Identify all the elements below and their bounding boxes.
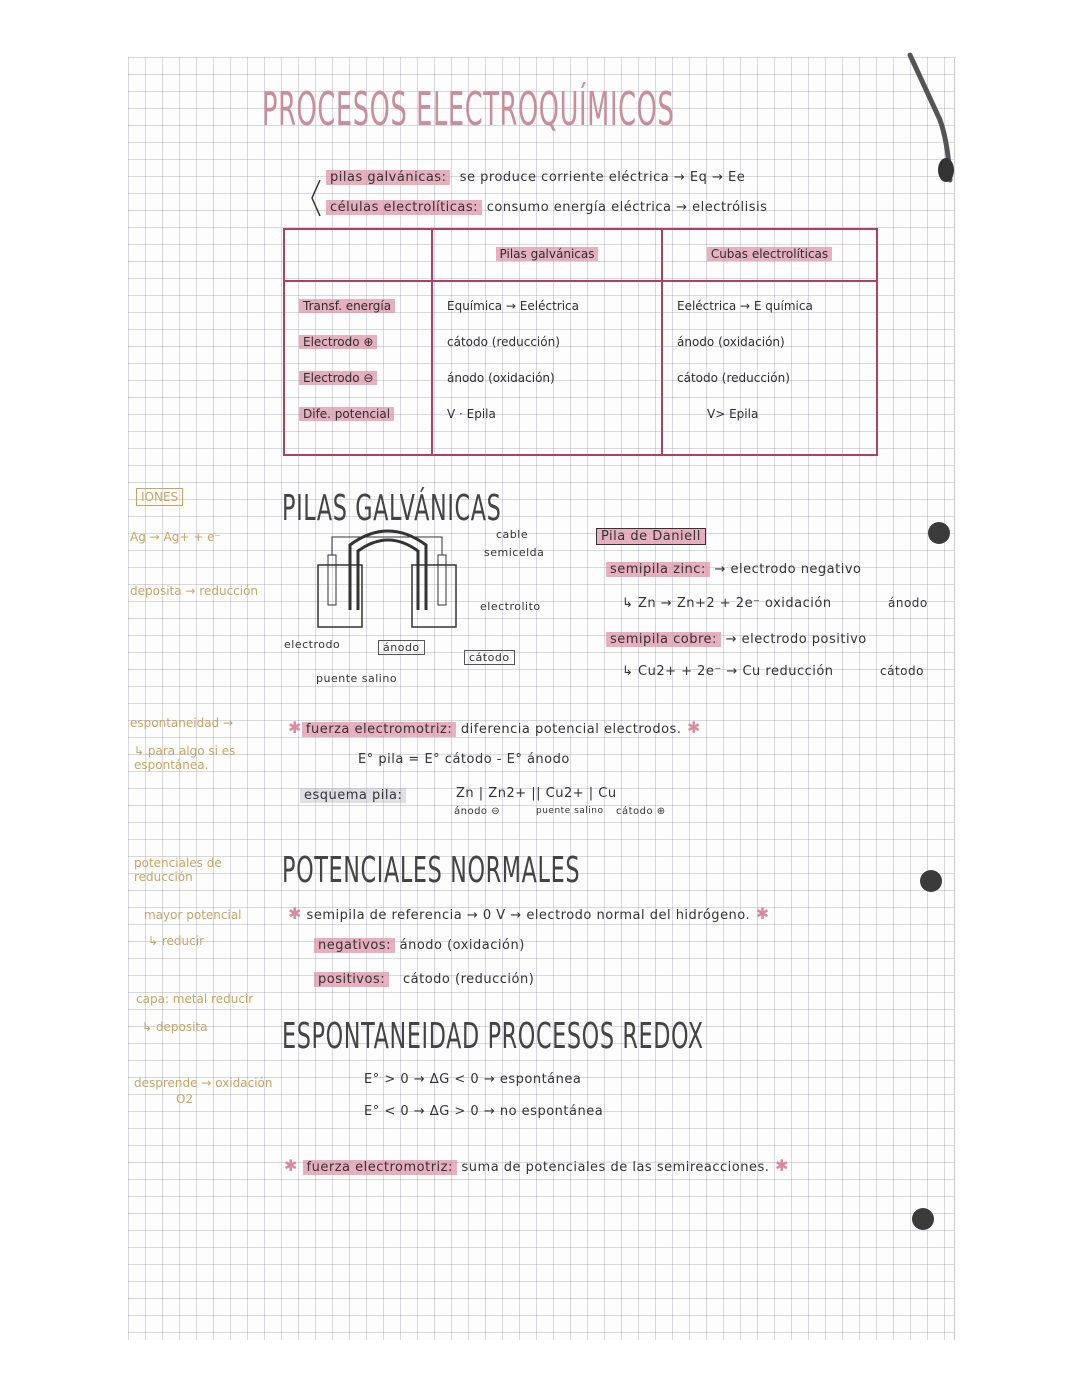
daniell-cobre-role: cátodo [880,664,924,678]
binder-hole [928,522,950,544]
formula: E° pila = E° cátodo - E° ánodo [358,752,570,767]
esquema-anodo: ánodo ⊖ [454,806,501,817]
potenciales-line: ✱ semipila de referencia → 0 V → electrodo normal del hidrógeno. ✱ [288,904,770,923]
espontaneidad-line-1: E° > 0 → ΔG < 0 → espontánea [364,1072,582,1087]
label-electrolito: electrolito [480,600,541,613]
table-header-empty [284,229,432,281]
section-heading-espontaneidad: ESPONTANEIDAD PROCESOS REDOX [282,1016,704,1057]
comparison-table [283,228,878,456]
margin-capa: capa: metal reducir [136,992,254,1006]
label-cable: cable [496,528,529,541]
table-column-pilas: Equímica → Eeléctrica cátodo (reducción) ánodo (oxidación) V · Epila [432,281,662,455]
espontaneidad-fem: ✱ fuerza electromotriz: suma de potenciales de las semireacciones. ✱ [284,1156,789,1175]
fem-line: ✱ fuerza electromotriz: diferencia potencial electrodos. ✱ [288,718,701,737]
daniell-zinc: semipila zinc: → electrodo negativo [606,562,862,577]
section-heading-pilas: PILAS GALVÁNICAS [282,488,502,529]
daniell-cobre: semipila cobre: → electrodo positivo [606,632,867,647]
page-title: PROCESOS ELECTROQUÍMICOS [262,82,675,136]
esquema-catodo: cátodo ⊕ [616,806,666,817]
margin-potenciales: potenciales de reducción [134,856,222,884]
esquema-key: esquema pila: [300,788,406,803]
margin-iones: IONES [136,488,183,506]
label-anodo: ánodo [378,640,425,655]
table-header: Cubas electrolíticas [662,229,877,281]
potenciales-pos: positivos: cátodo (reducción) [314,972,534,987]
pen [900,50,960,190]
table-column-cubas: Eeléctrica → E química ánodo (oxidación) cátodo (reducción) V> Epila [662,281,877,455]
margin-o2: O2 [176,1092,194,1106]
table-header: Pilas galvánicas [432,229,662,281]
daniell-title: Pila de Daniell [596,528,706,545]
daniell-cobre-reaction: ↳ Cu2+ + 2e⁻ → Cu reducción [622,664,834,679]
label-puente: puente salino [316,672,398,685]
margin-espontaneidad: espontaneidad → [130,716,234,730]
label-catodo: cátodo [464,650,515,665]
intro-line-2: células electrolíticas: consumo energía eléctrica → electrólisis [326,200,767,215]
label-electrodo: electrodo [284,638,341,651]
label-semicelda: semicelda [484,546,545,559]
binder-hole [920,870,942,892]
margin-mayor-2: ↳ reducir [148,934,205,948]
margin-capa-2: ↳ deposita [142,1020,208,1034]
espontaneidad-line-2: E° < 0 → ΔG > 0 → no espontánea [364,1104,604,1119]
intro-line-1: pilas galvánicas: se produce corriente eléctrica → Eq → Ee [326,170,745,185]
margin-deposita: deposita → reducción [130,584,259,598]
binder-hole [912,1208,934,1230]
potenciales-neg: negativos: ánodo (oxidación) [314,938,525,953]
margin-espontaneidad-2: ↳ para algo si es espontánea. [134,744,236,772]
margin-ag: Ag → Ag+ + e⁻ [130,530,221,544]
esquema-puente: puente salino [536,806,604,816]
section-heading-potenciales: POTENCIALES NORMALES [282,850,581,891]
margin-mayor: mayor potencial [144,908,242,922]
daniell-zinc-role: ánodo [888,596,928,610]
margin-desprende: desprende → oxidación [134,1076,273,1090]
table-row-labels: Transf. energía Electrodo ⊕ Electrodo ⊖ Dife. potencial [284,281,432,455]
galvanic-cell-diagram [300,525,480,645]
daniell-zinc-reaction: ↳ Zn → Zn+2 + 2e⁻ oxidación [622,596,832,611]
brace-icon [308,178,322,218]
esquema: Zn | Zn2+ || Cu2+ | Cu [456,786,617,801]
